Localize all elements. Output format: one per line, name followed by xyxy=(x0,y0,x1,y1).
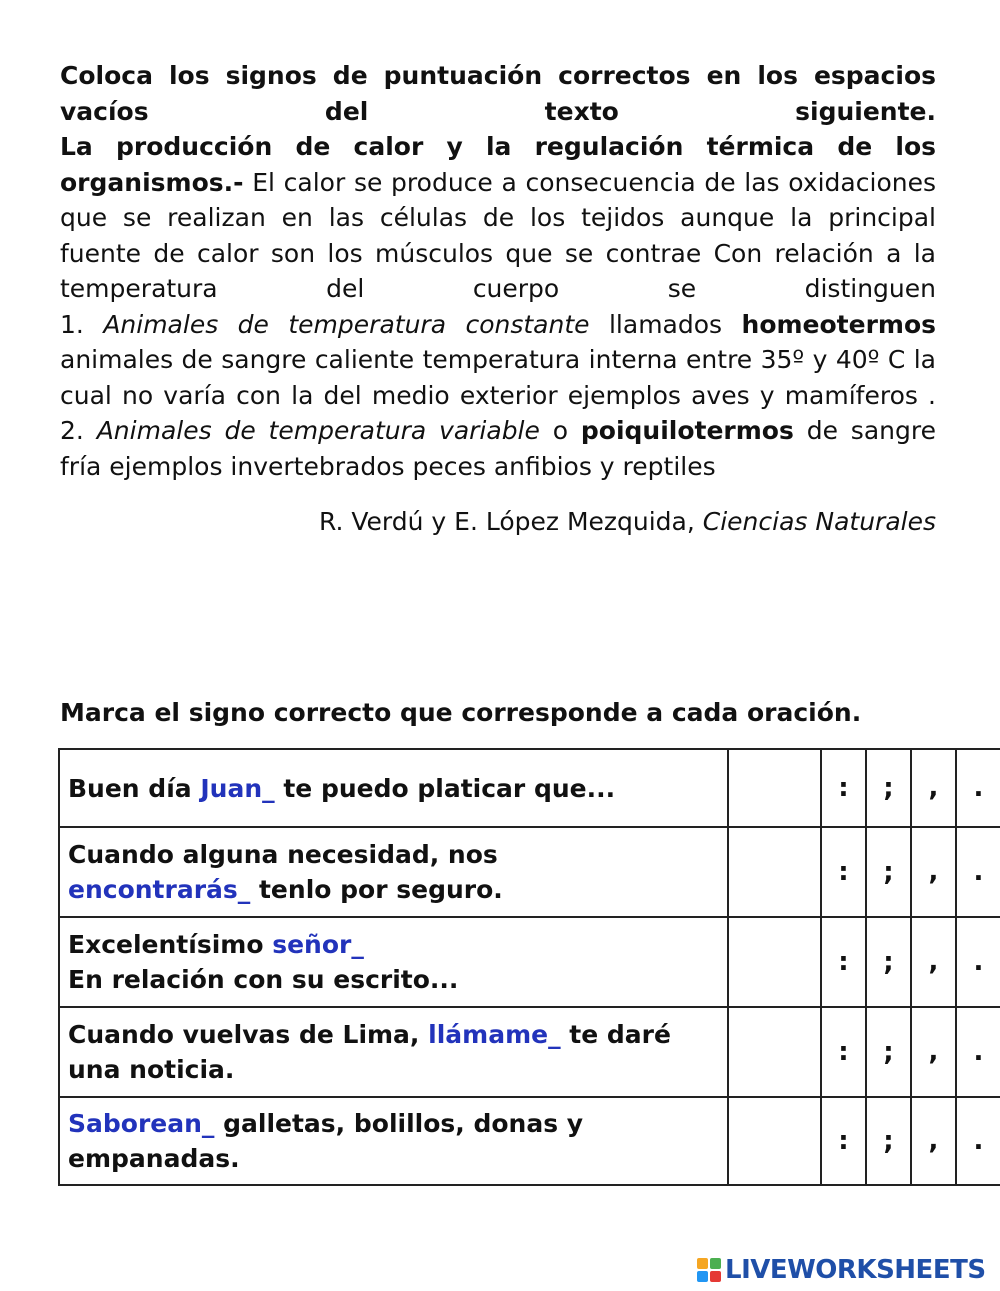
sentence-cell xyxy=(59,1097,728,1185)
answer-cell[interactable] xyxy=(728,1007,821,1097)
table-row xyxy=(59,1097,1000,1185)
sentence-cell xyxy=(59,749,728,827)
answer-cell[interactable] xyxy=(728,749,821,827)
punctuation-option[interactable]: : xyxy=(821,1097,866,1185)
table-row xyxy=(59,1007,1000,1097)
punctuation-option[interactable]: : xyxy=(821,827,866,917)
punctuation-option[interactable]: , xyxy=(911,827,956,917)
sentence-text: En relación con su escrito... xyxy=(68,965,459,994)
sentence-text: Cuando vuelvas de Lima, xyxy=(68,1020,429,1049)
punctuation-option[interactable]: ; xyxy=(866,827,911,917)
sentence-cell xyxy=(59,827,728,917)
blank-word: señor_ xyxy=(272,930,364,959)
logo-icon xyxy=(697,1258,721,1282)
passage-item-2: 2. Animales de temperatura variable o poiquilotermos de sangre fría ejemplos invertebrados peces anfibios y reptiles xyxy=(60,416,936,481)
blank-word: Saborean_ xyxy=(68,1109,215,1138)
punctuation-option[interactable]: . xyxy=(956,1007,1000,1097)
sentence-text: Excelentísimo xyxy=(68,930,273,959)
citation: R. Verdú y E. López Mezquida, Ciencias Naturales xyxy=(319,507,936,536)
logo-text: LIVEWORKSHEETS xyxy=(725,1255,986,1285)
sentence-text: Cuando alguna necesidad, nos xyxy=(68,840,498,869)
punctuation-option[interactable]: , xyxy=(911,1007,956,1097)
punctuation-option[interactable]: ; xyxy=(866,917,911,1007)
punctuation-option[interactable]: : xyxy=(821,1007,866,1097)
answer-cell[interactable] xyxy=(728,1097,821,1185)
sentence-text: galletas, bolillos, donas y empanadas. xyxy=(68,1109,584,1173)
task-title: Marca el signo correcto que corresponde a cada oración. xyxy=(60,698,862,727)
passage-item-1: 1. Animales de temperatura constante llamados homeotermos animales de sangre caliente temperatura interna entre 35º y 40º C la cual no varía con la del medio exterior ejemplos aves y mamíferos . xyxy=(60,309,937,410)
sentence-text: te puedo platicar que... xyxy=(274,773,616,803)
punctuation-option[interactable]: : xyxy=(821,917,866,1007)
punctuation-option[interactable]: , xyxy=(911,1097,956,1185)
sentence-cell xyxy=(59,917,728,1007)
answer-cell[interactable] xyxy=(728,827,821,917)
sentence-text: te daré una noticia. xyxy=(68,1020,671,1084)
table-row xyxy=(59,917,1000,1007)
punctuation-option[interactable]: ; xyxy=(866,1097,911,1185)
table-row xyxy=(59,827,1000,917)
sentence-cell xyxy=(59,1007,728,1097)
instructions-heading: Coloca los signos de puntuación correctos en los espacios vacíos del texto siguiente. xyxy=(60,61,936,126)
punctuation-option[interactable]: . xyxy=(956,749,1000,827)
punctuation-option[interactable]: , xyxy=(911,749,956,827)
passage-title: La producción de calor y la regulación térmica de los organismos.- xyxy=(60,132,936,197)
liveworksheets-logo xyxy=(697,1255,986,1285)
passage-paragraph: La producción de calor y la regulación térmica de los organismos.- El calor se produce a consecuencia de las oxidaciones que se realizan en las células de los tejidos aunque la principal fuente de calor son los músculos que se contrae Con relación a la temperatura del cuerpo se distinguen xyxy=(60,132,936,303)
reading-passage xyxy=(60,58,936,539)
sentence-text: Buen día xyxy=(68,773,201,803)
punctuation-option[interactable]: . xyxy=(956,827,1000,917)
punctuation-table xyxy=(58,748,1000,1186)
blank-word: encontrarás_ xyxy=(68,875,251,904)
punctuation-option[interactable]: , xyxy=(911,917,956,1007)
punctuation-option[interactable]: ; xyxy=(866,749,911,827)
blank-word: Juan_ xyxy=(200,773,275,803)
answer-cell[interactable] xyxy=(728,917,821,1007)
punctuation-option[interactable]: . xyxy=(956,917,1000,1007)
punctuation-option[interactable]: . xyxy=(956,1097,1000,1185)
punctuation-option[interactable]: : xyxy=(821,749,866,827)
sentence-text: tenlo por seguro. xyxy=(250,875,503,904)
table-row xyxy=(59,749,1000,827)
blank-word: llámame_ xyxy=(428,1020,561,1049)
punctuation-option[interactable]: ; xyxy=(866,1007,911,1097)
